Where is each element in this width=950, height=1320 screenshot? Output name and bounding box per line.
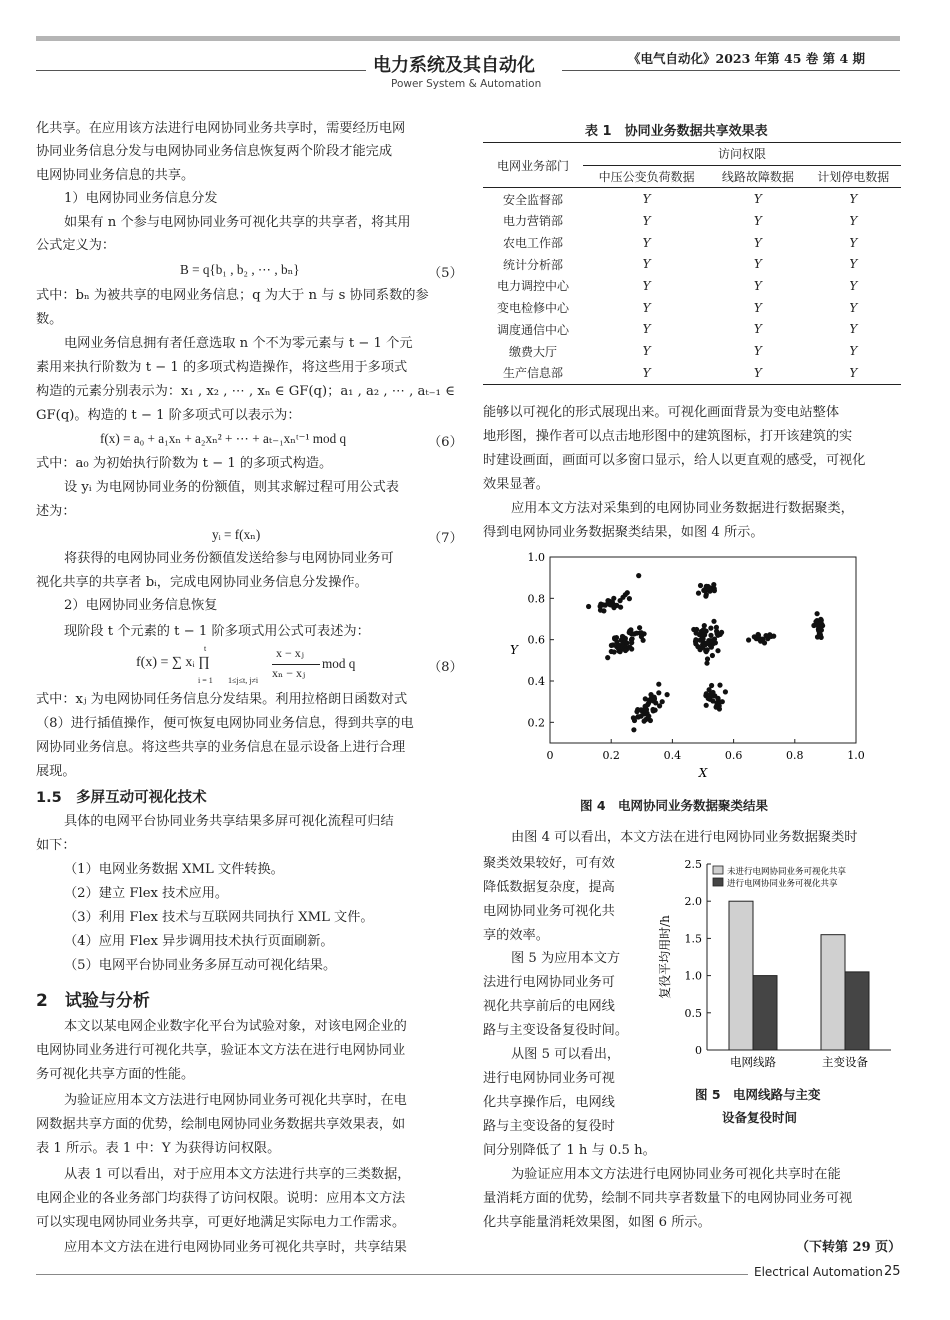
- table-cell-access: Y: [849, 257, 858, 272]
- table-cell-department: 安全监督部: [502, 192, 563, 207]
- equation-7-number: （7）: [428, 531, 463, 546]
- table-1-body: [483, 188, 901, 384]
- scatter-point: [643, 717, 648, 722]
- left-p1-line: 电网协同业务信息的共享。: [36, 168, 195, 183]
- right-p4-line: 视化共享前后的电网线: [483, 999, 615, 1014]
- scatter-point: [665, 692, 670, 697]
- process-step: （1）电网业务数据 XML 文件转换。: [64, 862, 284, 877]
- scatter-point: [703, 594, 708, 599]
- scatter-point: [694, 631, 699, 636]
- scatter-point: [708, 633, 713, 638]
- header-rule-right: [562, 70, 900, 71]
- table-header-col: 中压公变负荷数据: [583, 165, 710, 188]
- table-cell-access: Y: [849, 322, 858, 337]
- x-tick-label: 0.2: [602, 749, 620, 762]
- scatter-point: [815, 611, 820, 616]
- table-cell-access: Y: [849, 235, 858, 250]
- footer-journal: Electrical Automation: [754, 1265, 883, 1279]
- x-category-label: 主变设备: [822, 1055, 868, 1069]
- left-p5-line: 式中：a₀ 为初始执行阶数为 t − 1 的多项式构造。: [36, 456, 333, 471]
- left-p4-line: 电网业务信息拥有者任意选取 n 个不为零元素与 t − 1 个元: [64, 336, 413, 351]
- scatter-point: [620, 634, 625, 639]
- left-p2-line: 如果有 n 个参与电网协同业务可视化共享的共享者，将其用: [64, 215, 411, 230]
- bar: [753, 976, 777, 1050]
- right-p4-line: 图 5 为应用本文方: [511, 951, 621, 966]
- table-cell-department: 农电工作部: [502, 236, 563, 251]
- bar: [845, 972, 869, 1050]
- header-journal: 《电气自动化》2023 年第 45 卷 第 4 期: [628, 51, 865, 66]
- equation-8-numerator: x − xⱼ: [276, 646, 304, 660]
- scatter-point: [605, 655, 610, 660]
- right-p3b-line: 享的效率。: [483, 928, 549, 943]
- table-header-col: 线路故障数据: [710, 165, 805, 188]
- subsection-1: 1）电网协同业务信息分发: [64, 191, 218, 206]
- left-p10-line: 电网协同业务进行可视化共享，验证本文方法在进行电网协同业: [36, 1043, 406, 1058]
- process-step: （3）利用 Flex 技术与互联网共同执行 XML 文件。: [64, 910, 374, 925]
- table-cell-access: Y: [753, 192, 762, 207]
- right-p1-line: 地形图，操作者可以点击地形图中的建筑图标，打开该建筑的实: [483, 429, 853, 444]
- scatter-point: [639, 634, 644, 639]
- table-cell-access: Y: [642, 322, 651, 337]
- header-title: 电力系统及其自动化: [373, 55, 535, 76]
- process-step: （4）应用 Flex 异步调用技术执行页面刷新。: [64, 934, 334, 949]
- scatter-point: [708, 626, 713, 631]
- table-row: [483, 297, 901, 319]
- left-p8-line: 网协同业务信息。将这些共享的业务信息在显示设备上进行合理: [36, 740, 406, 755]
- legend-label: 进行电网协同业务可视化共享: [727, 879, 838, 889]
- scatter-point: [648, 692, 653, 697]
- scatter-point: [698, 646, 703, 651]
- equation-7: yᵢ = f(xₙ): [212, 527, 261, 542]
- scatter-point: [709, 645, 714, 650]
- scatter-point: [609, 643, 614, 648]
- scatter-point: [705, 641, 710, 646]
- table-cell-access: Y: [849, 300, 858, 315]
- left-p12-line: 从表 1 可以看出，对于应用本文方法进行共享的三类数据，: [64, 1167, 411, 1182]
- table-cell-department: 电力营销部: [502, 214, 563, 229]
- table-row: [483, 319, 901, 341]
- table-row: [483, 232, 901, 254]
- legend-swatch: [713, 878, 723, 886]
- scatter-point: [598, 604, 603, 609]
- y-tick-label: 2.5: [684, 858, 702, 871]
- y-tick-label: 1.0: [527, 551, 545, 564]
- equation-6: f(x) = a₀ + a₁xₙ + a₂xₙ² + ⋯ + aₜ₋₁xₙᵗ⁻¹ mod q: [100, 431, 347, 446]
- table-cell-access: Y: [753, 322, 762, 337]
- table-cell-access: Y: [753, 344, 762, 359]
- left-p10-line: 本文以某电网企业数字化平台为试验对象，对该电网企业的: [64, 1019, 407, 1034]
- scatter-point: [643, 696, 648, 701]
- table-row: [483, 275, 901, 297]
- scatter-point: [631, 715, 636, 720]
- scatter-point: [711, 582, 716, 587]
- x-category-label: 电网线路: [730, 1055, 776, 1069]
- equation-8-sum-bottom: i = 1: [198, 676, 213, 685]
- table-cell-access: Y: [753, 365, 762, 380]
- scatter-point: [643, 710, 648, 715]
- scatter-point: [705, 656, 710, 661]
- table-cell-access: Y: [642, 278, 651, 293]
- process-step: （2）建立 Flex 技术应用。: [64, 886, 229, 901]
- left-p10-line: 务可视化共享方面的性能。: [36, 1067, 195, 1082]
- continued-note: （下转第 29 页）: [796, 1240, 902, 1255]
- right-p4-line: 路与主变设备复役时间。: [483, 1023, 629, 1038]
- table-row: [483, 210, 901, 232]
- scatter-point: [710, 690, 715, 695]
- table-cell-access: Y: [642, 344, 651, 359]
- x-tick-label: 0.4: [663, 749, 682, 762]
- right-p2-line: 应用本文方法对采集到的电网协同业务数据进行数据聚类，: [511, 501, 854, 516]
- left-p4-line: 素用来执行阶数为 t − 1 的多项式构造操作，将这些用于多项式: [36, 360, 408, 375]
- equation-5: B = q{b₁ , b₂ , ⋯ , bₙ}: [180, 262, 300, 277]
- scatter-point: [717, 683, 722, 688]
- x-axis-label: X: [698, 766, 708, 780]
- table-row: [483, 362, 901, 384]
- section-heading-2: 2 试验与分析: [36, 991, 150, 1011]
- table-cell-access: Y: [753, 213, 762, 228]
- table-cell-access: Y: [849, 365, 858, 380]
- left-p11-line: 网数据共享方面的优势，绘制电网协同业务数据共享效果表，如: [36, 1117, 406, 1132]
- table-cell-access: Y: [849, 213, 858, 228]
- scatter-point: [649, 698, 654, 703]
- table-cell-access: Y: [642, 213, 651, 228]
- y-tick-label: 0.5: [684, 1006, 702, 1020]
- table-1: [483, 142, 901, 385]
- scatter-point: [637, 625, 642, 630]
- scatter-point: [657, 703, 662, 708]
- left-p8-line: （8）进行插值操作，便可恢复电网协同业务信息，得到共享的电: [36, 716, 414, 731]
- y-axis-label: 复役平均用时/h: [658, 915, 672, 999]
- scatter-point: [586, 604, 591, 609]
- left-p8-line: 展现。: [36, 764, 76, 779]
- right-p6-line: 为验证应用本文方法进行电网协同业务可视化共享时在能: [511, 1167, 841, 1182]
- figure-5-bar-chart: [655, 852, 901, 1077]
- table-cell-access: Y: [753, 300, 762, 315]
- scatter-point: [763, 633, 768, 638]
- table-cell-access: Y: [753, 257, 762, 272]
- table-header-department: 电网业务部门: [483, 143, 583, 188]
- equation-8-denominator: xₙ − xⱼ: [272, 666, 306, 680]
- x-tick-label: 0.8: [786, 749, 804, 762]
- y-tick-label: 1.5: [684, 932, 702, 946]
- scatter-point: [629, 646, 634, 651]
- header-rule-left: [36, 70, 366, 71]
- right-p6-line: 化共享能量消耗效果图，如图 6 所示。: [483, 1215, 711, 1230]
- right-p1-line: 时建设画面，画面可以多窗口显示，给人以更直观的感受，可视化: [483, 453, 866, 468]
- y-tick-label: 0: [695, 1044, 702, 1057]
- right-p5-line: 进行电网协同业务可视: [483, 1071, 615, 1086]
- right-p5-line: 化共享操作后，电网线: [483, 1095, 615, 1110]
- left-p5-line: 设 yᵢ 为电网协同业务的份额值，则其求解过程可用公式表: [64, 480, 399, 495]
- scatter-point: [650, 707, 655, 712]
- right-p5-line: 间分别降低了 1 h 与 0.5 h。: [483, 1143, 656, 1158]
- table-cell-access: Y: [849, 278, 858, 293]
- left-p2-line: 公式定义为：: [36, 238, 116, 253]
- process-step: （5）电网平台协同业务多屏互动可视化结果。: [64, 958, 337, 973]
- table-cell-department: 生产信息部: [502, 366, 563, 381]
- scatter-point: [627, 596, 632, 601]
- section-heading-1-5: 1.5 多屏互动可视化技术: [36, 790, 207, 806]
- scatter-point: [723, 689, 728, 694]
- legend-swatch: [713, 866, 723, 874]
- scatter-point: [813, 619, 818, 624]
- equation-6-number: （6）: [428, 435, 463, 450]
- right-p5-line: 从图 5 可以看出，: [511, 1047, 621, 1062]
- y-tick-label: 0.4: [527, 675, 545, 688]
- scatter-point: [701, 588, 706, 593]
- scatter-point: [623, 648, 628, 653]
- right-p4-line: 法进行电网协同业务可: [483, 975, 615, 990]
- left-p11-line: 为验证应用本文方法进行电网协同业务可视化共享时，在电: [64, 1093, 407, 1108]
- figure-5-caption-line2: 设备复役时间: [722, 1110, 798, 1125]
- table-cell-department: 缴费大厅: [508, 344, 557, 359]
- figure-4-scatter-chart: [500, 545, 880, 785]
- header-subtitle: Power System & Automation: [391, 78, 542, 90]
- left-p13-line: 应用本文方法在进行电网协同业务可视化共享时，共享结果: [64, 1240, 407, 1255]
- table-cell-access: Y: [753, 278, 762, 293]
- scatter-point: [701, 636, 706, 641]
- figure-5-caption-line1: 图 5 电网线路与主变: [695, 1087, 821, 1102]
- scatter-point: [631, 727, 636, 732]
- table-cell-access: Y: [642, 365, 651, 380]
- y-tick-label: 2.0: [684, 895, 702, 909]
- table-cell-access: Y: [642, 257, 651, 272]
- right-p3b-line: 电网协同业务可视化共: [483, 904, 615, 919]
- left-p6-line: 视化共享的共享者 bᵢ，完成电网协同业务信息分发操作。: [36, 575, 368, 590]
- y-tick-label: 1.0: [684, 969, 702, 983]
- x-tick-label: 0.6: [724, 749, 743, 762]
- scatter-point: [627, 630, 632, 635]
- left-p7-line: 现阶段 t 个元素的 t − 1 阶多项式用公式可表述为：: [64, 624, 370, 639]
- table-1-caption: 表 1 协同业务数据共享效果表: [585, 124, 768, 139]
- table-cell-department: 调度通信中心: [496, 322, 569, 337]
- scatter-point: [698, 583, 703, 588]
- left-p5-line: 述为：: [36, 504, 76, 519]
- table-cell-access: Y: [849, 344, 858, 359]
- table-cell-access: Y: [642, 235, 651, 250]
- figure-4-caption: 图 4 电网协同业务数据聚类结果: [580, 798, 769, 813]
- bar: [729, 901, 753, 1050]
- scatter-point: [714, 705, 719, 710]
- subsection-2: 2）电网协同业务信息恢复: [64, 598, 218, 613]
- equation-5-number: （5）: [428, 266, 463, 281]
- table-row: [483, 188, 901, 210]
- scatter-point: [702, 628, 707, 633]
- left-p9-line: 如下：: [36, 838, 76, 853]
- scatter-point: [704, 691, 709, 696]
- left-p12-line: 电网企业的各业务部门均获得了访问权限。说明：应用本文方法: [36, 1191, 406, 1206]
- y-axis-label: Y: [510, 643, 518, 657]
- scatter-point: [618, 649, 623, 654]
- footer-page-number: 25: [884, 1264, 901, 1279]
- table-cell-access: Y: [642, 300, 651, 315]
- scatter-point: [634, 631, 639, 636]
- table-cell-access: Y: [753, 235, 762, 250]
- left-p1-line: 化共享。在应用该方法进行电网协同业务共享时，需要经历电网: [36, 121, 406, 136]
- scatter-point: [608, 602, 613, 607]
- y-tick-label: 0.6: [527, 633, 545, 647]
- left-p1-line: 协同业务信息分发与电网协同业务信息恢复两个阶段才能完成: [36, 144, 393, 159]
- scatter-point: [714, 625, 719, 630]
- right-p1-line: 效果显著。: [483, 477, 549, 492]
- scatter-point: [818, 632, 823, 637]
- scatter-point: [656, 690, 661, 695]
- table-cell-department: 电力调控中心: [496, 279, 569, 294]
- x-tick-label: 1.0: [847, 749, 865, 762]
- scatter-point: [710, 698, 715, 703]
- scatter-point: [620, 595, 625, 600]
- left-p9-line: 具体的电网平台协同业务共享结果多屏可视化流程可归结: [64, 814, 394, 829]
- left-p12-line: 可以实现电网协同业务共享，可更好地满足实际电力工作需求。: [36, 1215, 406, 1230]
- legend-label: 未进行电网协同业务可视化共享: [727, 867, 847, 877]
- scatter-point: [756, 633, 761, 638]
- scatter-point: [771, 634, 776, 639]
- right-p1-line: 能够以可视化的形式展现出来。可视化画面背景为变电站整体: [483, 405, 840, 420]
- scatter-point: [704, 648, 709, 653]
- right-p3b-line: 降低数据复杂度，提高: [483, 880, 615, 895]
- table-cell-department: 变电检修中心: [496, 301, 569, 316]
- y-tick-label: 0.8: [527, 592, 545, 606]
- scatter-point: [634, 709, 639, 714]
- scatter-point: [710, 653, 715, 658]
- bar: [821, 935, 845, 1050]
- right-p3-line: 由图 4 可以看出，本文方法在进行电网协同业务数据聚类时: [511, 830, 858, 845]
- table-row: [483, 340, 901, 362]
- equation-8-fraction-bar: [272, 664, 320, 665]
- right-p6-line: 量消耗方面的优势，绘制不同共享者数量下的电网协同业务可视: [483, 1191, 853, 1206]
- header-bar-top: [36, 36, 900, 41]
- scatter-point: [715, 648, 720, 653]
- table-cell-access: Y: [642, 192, 651, 207]
- left-p11-line: 表 1 所示。表 1 中：Y 为获得访问权限。: [36, 1141, 281, 1156]
- scatter-point: [712, 588, 717, 593]
- scatter-point: [704, 703, 709, 708]
- scatter-point: [818, 620, 823, 625]
- left-p3-line: 数。: [36, 312, 63, 327]
- scatter-point: [719, 630, 724, 635]
- scatter-point: [746, 637, 751, 642]
- equation-8-prod-bottom: 1≤j≤t, j≠i: [228, 676, 259, 685]
- scatter-point: [629, 637, 634, 642]
- scatter-point: [696, 591, 701, 596]
- scatter-point: [609, 649, 614, 654]
- table-cell-access: Y: [849, 192, 858, 207]
- left-p3-line: 式中：bₙ 为被共享的电网业务信息；q 为大于 n 与 s 协同系数的参: [36, 288, 429, 303]
- left-p8-line: 式中：xⱼ 为电网协同任务信息分发结果。利用拉格朗日函数对式: [36, 692, 408, 707]
- right-p2-line: 得到电网协同业务数据聚类结果，如图 4 所示。: [483, 525, 764, 540]
- left-p4-line: 构造的元素分别表示为：x₁ , x₂ , ⋯ , xₙ ∈ GF(q)；a₁ , a₂ , ⋯ , aₜ₋₁ ∈: [36, 384, 455, 399]
- scatter-point: [615, 642, 620, 647]
- scatter-point: [711, 619, 716, 624]
- table-cell-department: 统计分析部: [502, 257, 563, 272]
- equation-8-mod: mod q: [322, 656, 356, 671]
- equation-8-sum-top: t: [204, 644, 207, 653]
- equation-8-main: f(x) = ∑ xᵢ ∏: [136, 655, 210, 670]
- y-tick-label: 0.2: [527, 716, 545, 730]
- left-p6-line: 将获得的电网协同业务份额值发送给参与电网协同业务可: [64, 551, 394, 566]
- scatter-point: [706, 696, 711, 701]
- right-p5-line: 路与主变设备的复役时: [483, 1119, 615, 1134]
- footer-rule: [36, 1274, 748, 1275]
- right-p3b-line: 聚类效果较好，可有效: [483, 856, 615, 871]
- scatter-point: [693, 637, 698, 642]
- x-tick-label: 0: [546, 749, 554, 762]
- scatter-point: [636, 573, 641, 578]
- left-p4-line: GF(q)。构造的 t − 1 阶多项式可以表示为：: [36, 408, 301, 423]
- scatter-point: [656, 682, 661, 687]
- table-header-col: 计划停电数据: [806, 165, 901, 188]
- table-row: [483, 253, 901, 275]
- table-header-access: 访问权限: [583, 143, 901, 166]
- equation-8-number: （8）: [428, 660, 463, 675]
